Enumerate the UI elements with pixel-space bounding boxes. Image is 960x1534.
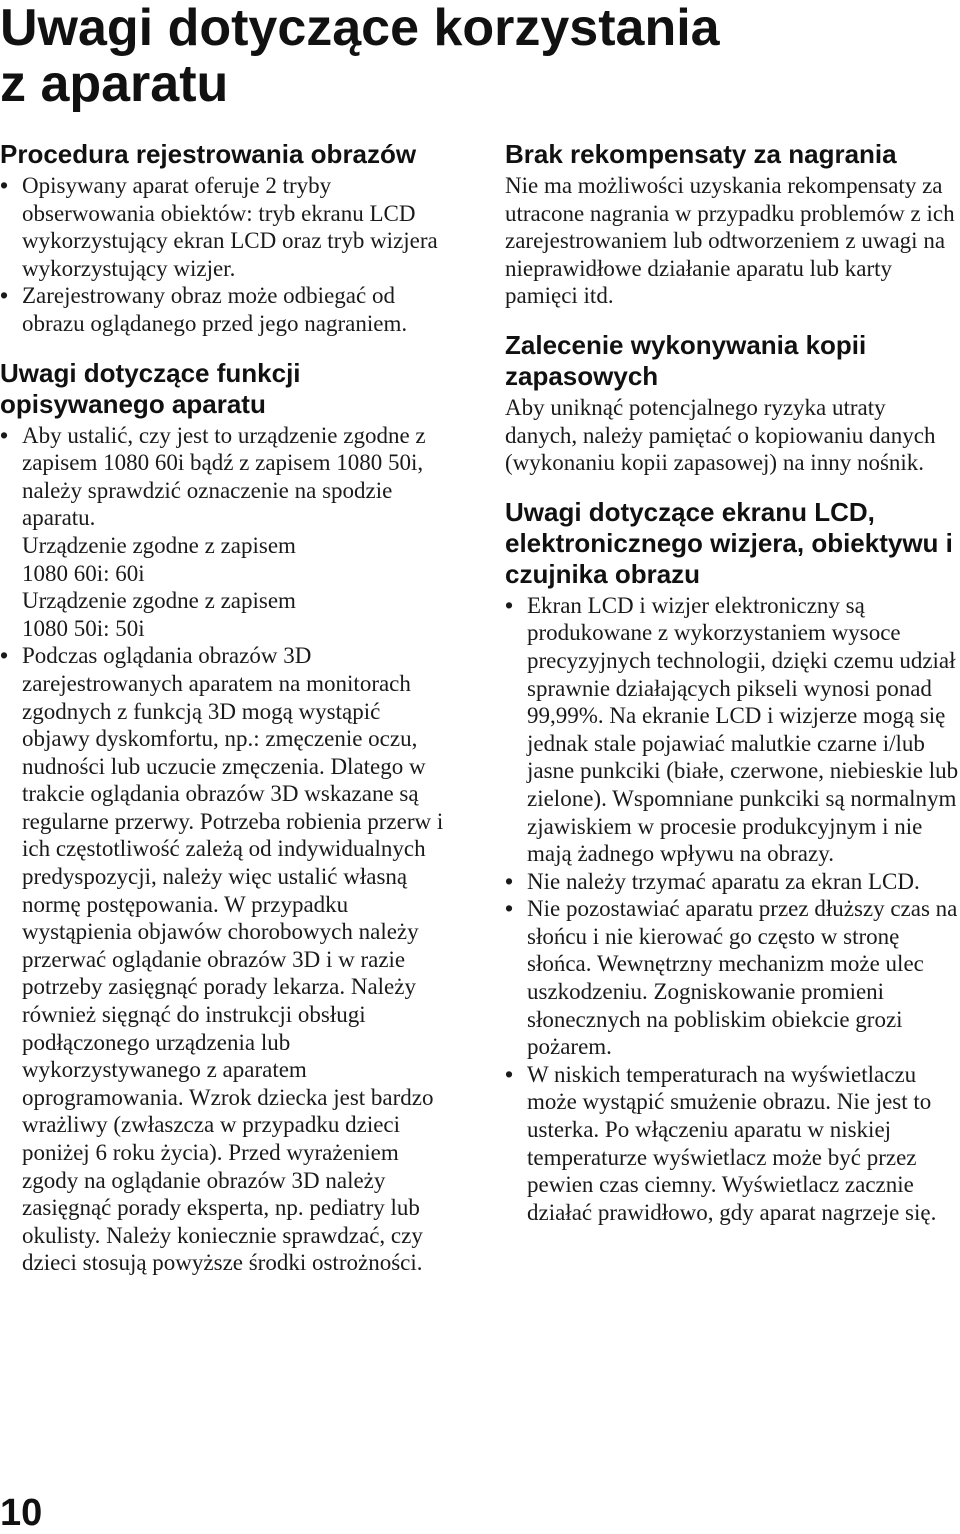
page-title-line-1: Uwagi dotyczące korzystania (0, 0, 720, 57)
section-recording-procedure (0, 139, 450, 338)
bullet-list (505, 592, 960, 1227)
section-camera-functions (0, 358, 450, 1277)
page-number: 10 (0, 1492, 43, 1534)
list-item-subline: Urządzenie zgodne z zapisem (22, 532, 296, 558)
section-heading: Brak rekompensaty za nagrania (505, 139, 897, 169)
list-item-subline: 1080 50i: 50i (22, 615, 145, 641)
section-heading: Uwagi dotyczące ekranu LCD, elektronicznego wizjera, obiektywu i czujnika obrazu (505, 496, 953, 589)
list-item: • Opisywany aparat oferuje 2 tryby obserwowania obiektów: tryb ekranu LCD wykorzystujący ekran LCD oraz tryb wizjera wykorzystujący wizjer. (0, 172, 450, 282)
section-heading: Procedura rejestrowania obrazów (0, 139, 417, 169)
list-item: • Zarejestrowany obraz może odbiegać od obrazu oglądanego przed jego nagraniem. (0, 282, 450, 337)
list-item (0, 422, 450, 643)
page-title-line-2: z aparatu (0, 55, 229, 113)
list-item: • W niskich temperaturach na wyświetlaczu może wystąpić smużenie obrazu. Nie jest to usterka. Po włączeniu aparatu w niskiej temperaturze wyświetlacz może być przez pewien czas ciemny. Wyświetlacz zacznie działać prawidłowo, gdy aparat nagrzeje się. (505, 1061, 960, 1227)
list-item-subline: Urządzenie zgodne z zapisem (22, 588, 296, 614)
bullet-list (0, 172, 450, 338)
list-item: • Nie należy trzymać aparatu za ekran LCD. (505, 868, 960, 896)
section-no-compensation (505, 139, 960, 310)
right-column (505, 139, 960, 1246)
page-title (0, 0, 960, 112)
left-column (0, 139, 450, 1297)
list-item-subline: 1080 60i: 60i (22, 560, 145, 586)
section-paragraph: Nie ma możliwości uzyskania rekompensaty za utracone nagrania w przypadku problemów z ich zarejestrowaniem lub odtworzeniem z uwagi na nieprawidłowe działanie aparatu lub karty pamięci itd. (505, 173, 955, 309)
list-item-text: Aby ustalić, czy jest to urządzenie zgodne z zapisem 1080 60i bądź z zapisem 1080 50i, należy sprawdzić oznaczenie na spodzie aparatu. (22, 422, 426, 531)
list-item: • Nie pozostawiać aparatu przez dłuższy czas na słońcu i nie kierować go często w stronę słońca. Wewnętrzny mechanizm może ulec uszkodzeniu. Zogniskowanie promieni słonecznych na pobliskim obiekcie grozi pożarem. (505, 895, 960, 1061)
section-heading: Zalecenie wykonywania kopii zapasowych (505, 329, 867, 391)
section-paragraph: Aby uniknąć potencjalnego ryzyka utraty danych, należy pamiętać o kopiowaniu danych (wykonaniu kopii zapasowej) na inny nośnik. (505, 394, 936, 476)
list-item: • Ekran LCD i wizjer elektroniczny są produkowane z wykorzystaniem wysoce precyzyjnych technologii, dzięki czemu udział sprawnie działających pikseli wynosi ponad 99,99%. Na ekranie LCD i wizjerze mogą się jednak stale pojawiać malutkie czarne i/lub jasne punkciki (białe, czerwone, niebieskie lub zielone). Wspomniane punkciki są normalnym zjawiskiem w procesie produkcyjnym i nie mają żadnego wpływu na obrazy. (505, 592, 960, 868)
section-backup (505, 330, 960, 477)
section-heading: Uwagi dotyczące funkcji opisywanego aparatu (0, 357, 301, 419)
section-lcd-notes (505, 497, 960, 1227)
bullet-list (0, 422, 450, 1277)
list-item: • Podczas oglądania obrazów 3D zarejestrowanych aparatem na monitorach zgodnych z funkcją 3D mogą wystąpić objawy dyskomfortu, np.: zmęczenie oczu, nudności lub uczucie zmęczenia. Dlatego w trakcie oglądania obrazów 3D wskazane są regularne przerwy. Potrzeba robienia przerw i ich częstotliwość zależą od indywidualnych predyspozycji, należy więc ustalić własną normę postępowania. W przypadku wystąpienia objawów chorobowych należy przerwać oglądanie obrazów 3D i w razie potrzeby zasięgnąć porady lekarza. Należy również sięgnąć do instrukcji obsługi podłączonego urządzenia lub wykorzystywanego z aparatem oprogramowania. Wzrok dziecka jest bardzo wrażliwy (zwłaszcza w przypadku dzieci poniżej 6 roku życia). Przed wyrażeniem zgody na oglądanie obrazów 3D należy zasięgnąć porady eksperta, np. pediatry lub okulisty. Należy koniecznie sprawdzać, czy dzieci stosują powyższe środki ostrożności. (0, 642, 450, 1277)
